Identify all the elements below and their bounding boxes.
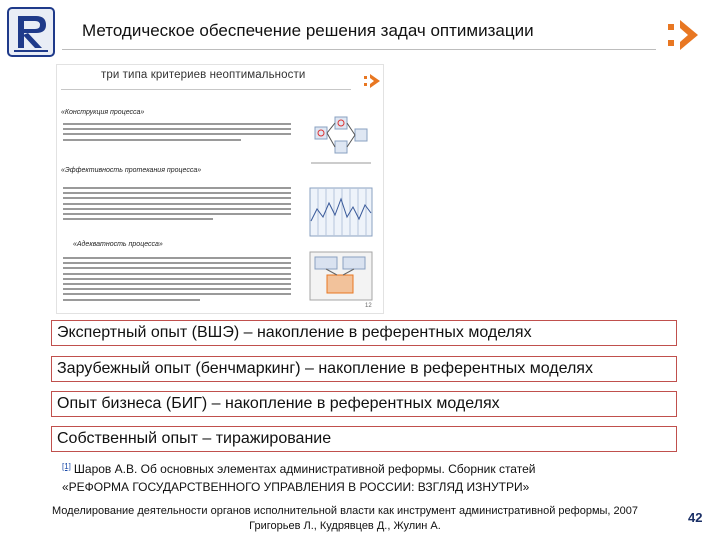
experience-bar-expert: Экспертный опыт (ВШЭ) – накопление в референтных моделях bbox=[51, 320, 677, 346]
next-arrow-icon[interactable] bbox=[666, 18, 706, 52]
thumbnail-text-block bbox=[63, 123, 291, 144]
process-diagram-icon bbox=[309, 113, 373, 169]
thumbnail-arrow-icon bbox=[363, 73, 383, 89]
slide-thumbnail bbox=[56, 64, 384, 314]
thumbnail-heading: три типа критериев неоптимальности bbox=[101, 69, 306, 81]
thumbnail-divider bbox=[61, 89, 351, 90]
timeline-chart-icon bbox=[309, 187, 373, 237]
thumbnail-text-block bbox=[63, 257, 291, 304]
page-number: 42 bbox=[688, 510, 703, 525]
footer-line-1: Моделирование деятельности органов исполнительной власти как инструмент административной реформы, 2007 bbox=[51, 505, 638, 517]
thumbnail-text-block bbox=[63, 187, 291, 223]
experience-bar-own: Собственный опыт – тиражирование bbox=[51, 426, 677, 452]
title-divider bbox=[62, 49, 656, 50]
reference-line-1: Шаров А.В. Об основных элементах административной реформы. Сборник статей bbox=[73, 462, 536, 476]
adequacy-scheme-icon bbox=[309, 251, 373, 301]
experience-bar-business: Опыт бизнеса (БИГ) – накопление в референтных моделях bbox=[51, 391, 677, 417]
thumbnail-section-label: «Конструкция процесса» bbox=[61, 109, 145, 116]
thumbnail-section-label: «Адекватность процесса» bbox=[73, 241, 163, 248]
page-title: Методическое обеспечение решения задач оптимизации bbox=[82, 21, 534, 40]
reference-marker-link[interactable]: [1] bbox=[62, 462, 71, 471]
footer bbox=[22, 504, 668, 534]
academy-logo-icon bbox=[6, 6, 56, 58]
experience-bar-foreign: Зарубежный опыт (бенчмаркинг) – накопление в референтных моделях bbox=[51, 356, 677, 382]
thumbnail-page-number: 12 bbox=[365, 303, 372, 309]
reference-note bbox=[62, 458, 535, 496]
thumbnail-section-label: «Эффективность протекания процесса» bbox=[61, 167, 202, 174]
footer-line-2: Григорьев Л., Кудрявцев Д., Жулин А. bbox=[249, 520, 441, 532]
reference-line-2: «РЕФОРМА ГОСУДАРСТВЕННОГО УПРАВЛЕНИЯ В РОССИИ: ВЗГЛЯД ИЗНУТРИ» bbox=[62, 480, 530, 494]
